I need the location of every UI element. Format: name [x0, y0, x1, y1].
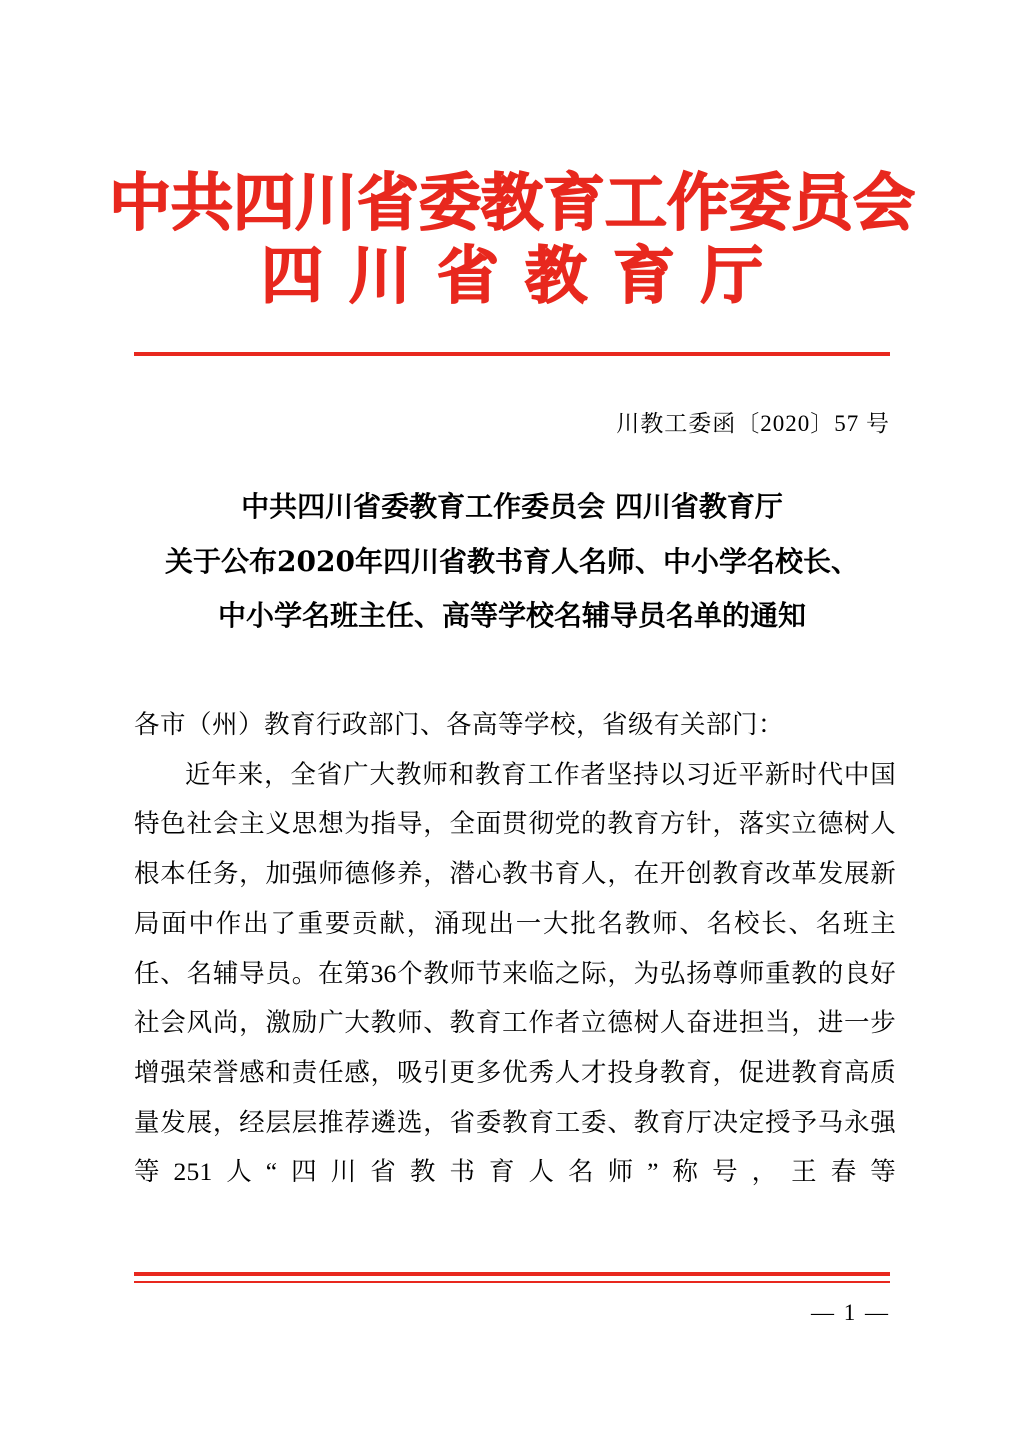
- page-number: — 1 —: [811, 1300, 890, 1325]
- footer-red-rule-thin: [134, 1281, 890, 1283]
- masthead: [0, 166, 1024, 313]
- masthead-line-1: 中共四川省委教育工作委员会: [108, 166, 915, 239]
- document-body: [134, 700, 896, 1197]
- footer-red-rule-thick: [134, 1272, 890, 1276]
- salutation: 各市（州）教育行政部门、各高等学校，省级有关部门：: [134, 710, 785, 739]
- masthead-red-rule: [134, 352, 890, 356]
- document-title: [112, 480, 912, 644]
- masthead-line-2: 四川省教育厅: [260, 239, 789, 313]
- document-number: 川教工委函〔2020〕57 号: [616, 411, 890, 436]
- title-line-3: 中小学名班主任、高等学校名辅导员名单的通知: [217, 599, 806, 633]
- body-paragraph-1: 近年来，全省广大教师和教育工作者坚持以习近平新时代中国特色社会主义思想为指导，全面贯彻党的教育方针，落实立德树人根本任务，加强师德修养，潜心教书育人，在开创教育改革发展新局面中作出了重要贡献，涌现出一大批名教师、名校长、名班主任、名辅导员。在第36个教师节来临之际，为弘扬尊师重教的良好社会风尚，激励广大教师、教育工作者立德树人奋进担当，进一步增强荣誉感和责任感，吸引更多优秀人才投身教育，促进教育高质量发展，经层层推荐遴选，省委教育工委、教育厅决定授予马永强等251人“四川省教书育人名师”称号，王春等: [134, 759, 896, 1187]
- title-line-1: 中共四川省委教育工作委员会 四川省教育厅: [241, 490, 783, 523]
- title-line-2: 关于公布2020年四川省教书育人名师、中小学名校长、: [165, 544, 859, 578]
